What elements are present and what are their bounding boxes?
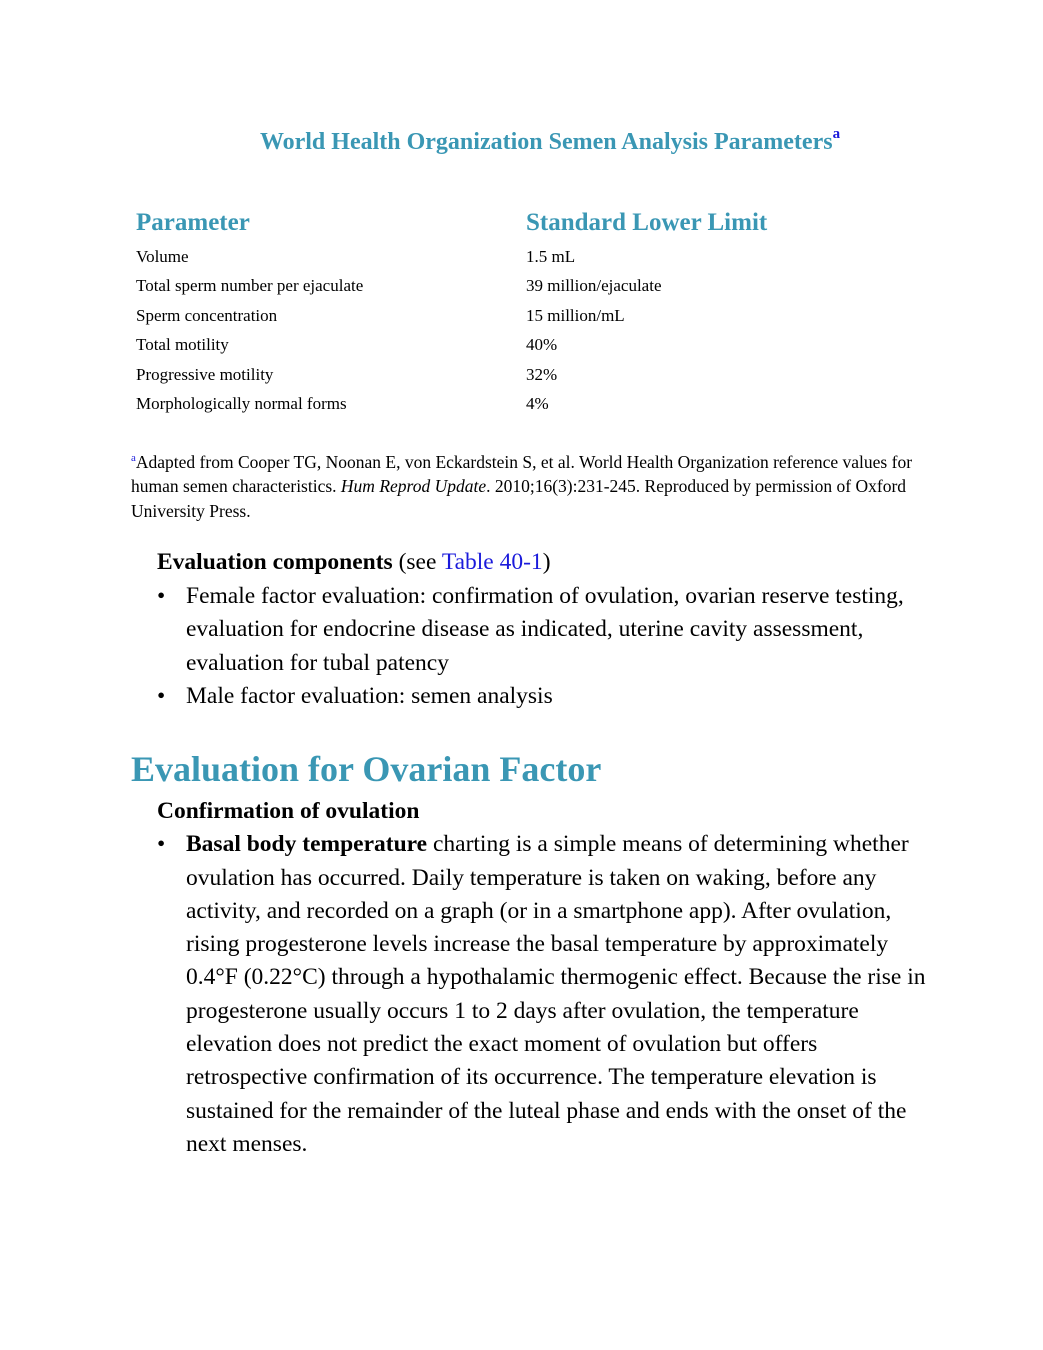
table-footnote xyxy=(131,446,921,523)
table-cell-parameter: Sperm concentration xyxy=(136,305,278,325)
list-item xyxy=(157,680,917,714)
ovulation-list xyxy=(157,828,927,1161)
footnote-text-after: . 2010;16(3):231-245. Reproduced by permission of Oxford University Press. xyxy=(131,476,907,521)
table-title xyxy=(0,128,1043,156)
table-cell-value: 39 million/ejaculate xyxy=(526,276,662,296)
column-header-parameter: Parameter xyxy=(136,209,250,236)
table-row xyxy=(136,301,767,331)
bbt-text: charting is a simple means of determining whether ovulation has occurred. Daily temperature is taken on waking, before any activity, and recorded on a graph (or in a smartphone app). After ovulation, rising progesterone levels increase the basal temperature by approximately 0.4°F (0.22°C) through a hypothalamic thermogenic effect. Because the rise in progesterone usually occurs 1 to 2 days after ovulation, the temperature elevation does not predict the exact moment of ovulation but offers retrospective confirmation of its occurrence. The temperature elevation is sustained for the remainder of the luteal phase and ends with the onset of the next menses. xyxy=(186,831,926,1157)
table-header-row xyxy=(136,208,767,242)
table-cell-parameter: Morphologically normal forms xyxy=(136,394,347,414)
footnote-text-before: Adapted from Cooper TG, Noonan E, von Eckardstein S, et al. World Health Organization reference values for human semen characteristics. xyxy=(131,451,913,497)
table-row xyxy=(136,360,767,390)
semen-parameters-table xyxy=(136,208,767,419)
sub-heading-confirmation: Confirmation of ovulation xyxy=(157,798,420,824)
table-row xyxy=(136,272,767,302)
evaluation-components xyxy=(157,546,917,714)
table-title-text: World Health Organization Semen Analysis Parameters xyxy=(259,129,833,155)
table-cell-value: 40% xyxy=(526,335,558,355)
section-heading-ovarian-factor: Evaluation for Ovarian Factor xyxy=(131,749,602,789)
list-item-text: Male factor evaluation: semen analysis xyxy=(186,683,553,709)
bullet-icon: • xyxy=(157,683,166,709)
footnote-mark[interactable]: a xyxy=(131,452,136,464)
table-row xyxy=(136,331,767,361)
table-40-1-link[interactable]: Table 40-1 xyxy=(441,549,543,575)
footnote-journal: Hum Reprod Update xyxy=(340,476,487,497)
bullet-icon: • xyxy=(157,582,166,609)
table-cell-value: 1.5 mL xyxy=(526,246,576,266)
list-item xyxy=(157,580,917,681)
table-cell-value: 4% xyxy=(526,394,549,414)
table-cell-parameter: Total motility xyxy=(136,335,229,355)
column-header-lower-limit: Standard Lower Limit xyxy=(526,209,768,236)
table-row xyxy=(136,242,767,272)
evaluation-components-line xyxy=(157,546,917,580)
evaluation-list xyxy=(157,580,917,714)
table-cell-value: 32% xyxy=(526,364,558,384)
list-item-text: Female factor evaluation: confirmation of ovulation, ovarian reserve testing, evaluation for endocrine disease as indicated, uterine cavity assessment, evaluation for tubal patency xyxy=(186,582,904,676)
see-suffix: ) xyxy=(542,549,551,575)
table-cell-parameter: Volume xyxy=(136,246,189,266)
table-cell-parameter: Progressive motility xyxy=(136,364,274,384)
table-footnote-mark[interactable]: a xyxy=(832,126,841,142)
table-cell-value: 15 million/mL xyxy=(526,305,625,325)
bullet-icon: • xyxy=(157,831,166,858)
list-item xyxy=(157,828,927,1161)
evaluation-components-heading: Evaluation components xyxy=(157,549,393,575)
see-prefix: (see xyxy=(392,549,442,575)
confirmation-of-ovulation xyxy=(157,795,927,1161)
table-row xyxy=(136,390,767,420)
table-cell-parameter: Total sperm number per ejaculate xyxy=(136,276,364,296)
bbt-term: Basal body temperature xyxy=(186,831,428,858)
